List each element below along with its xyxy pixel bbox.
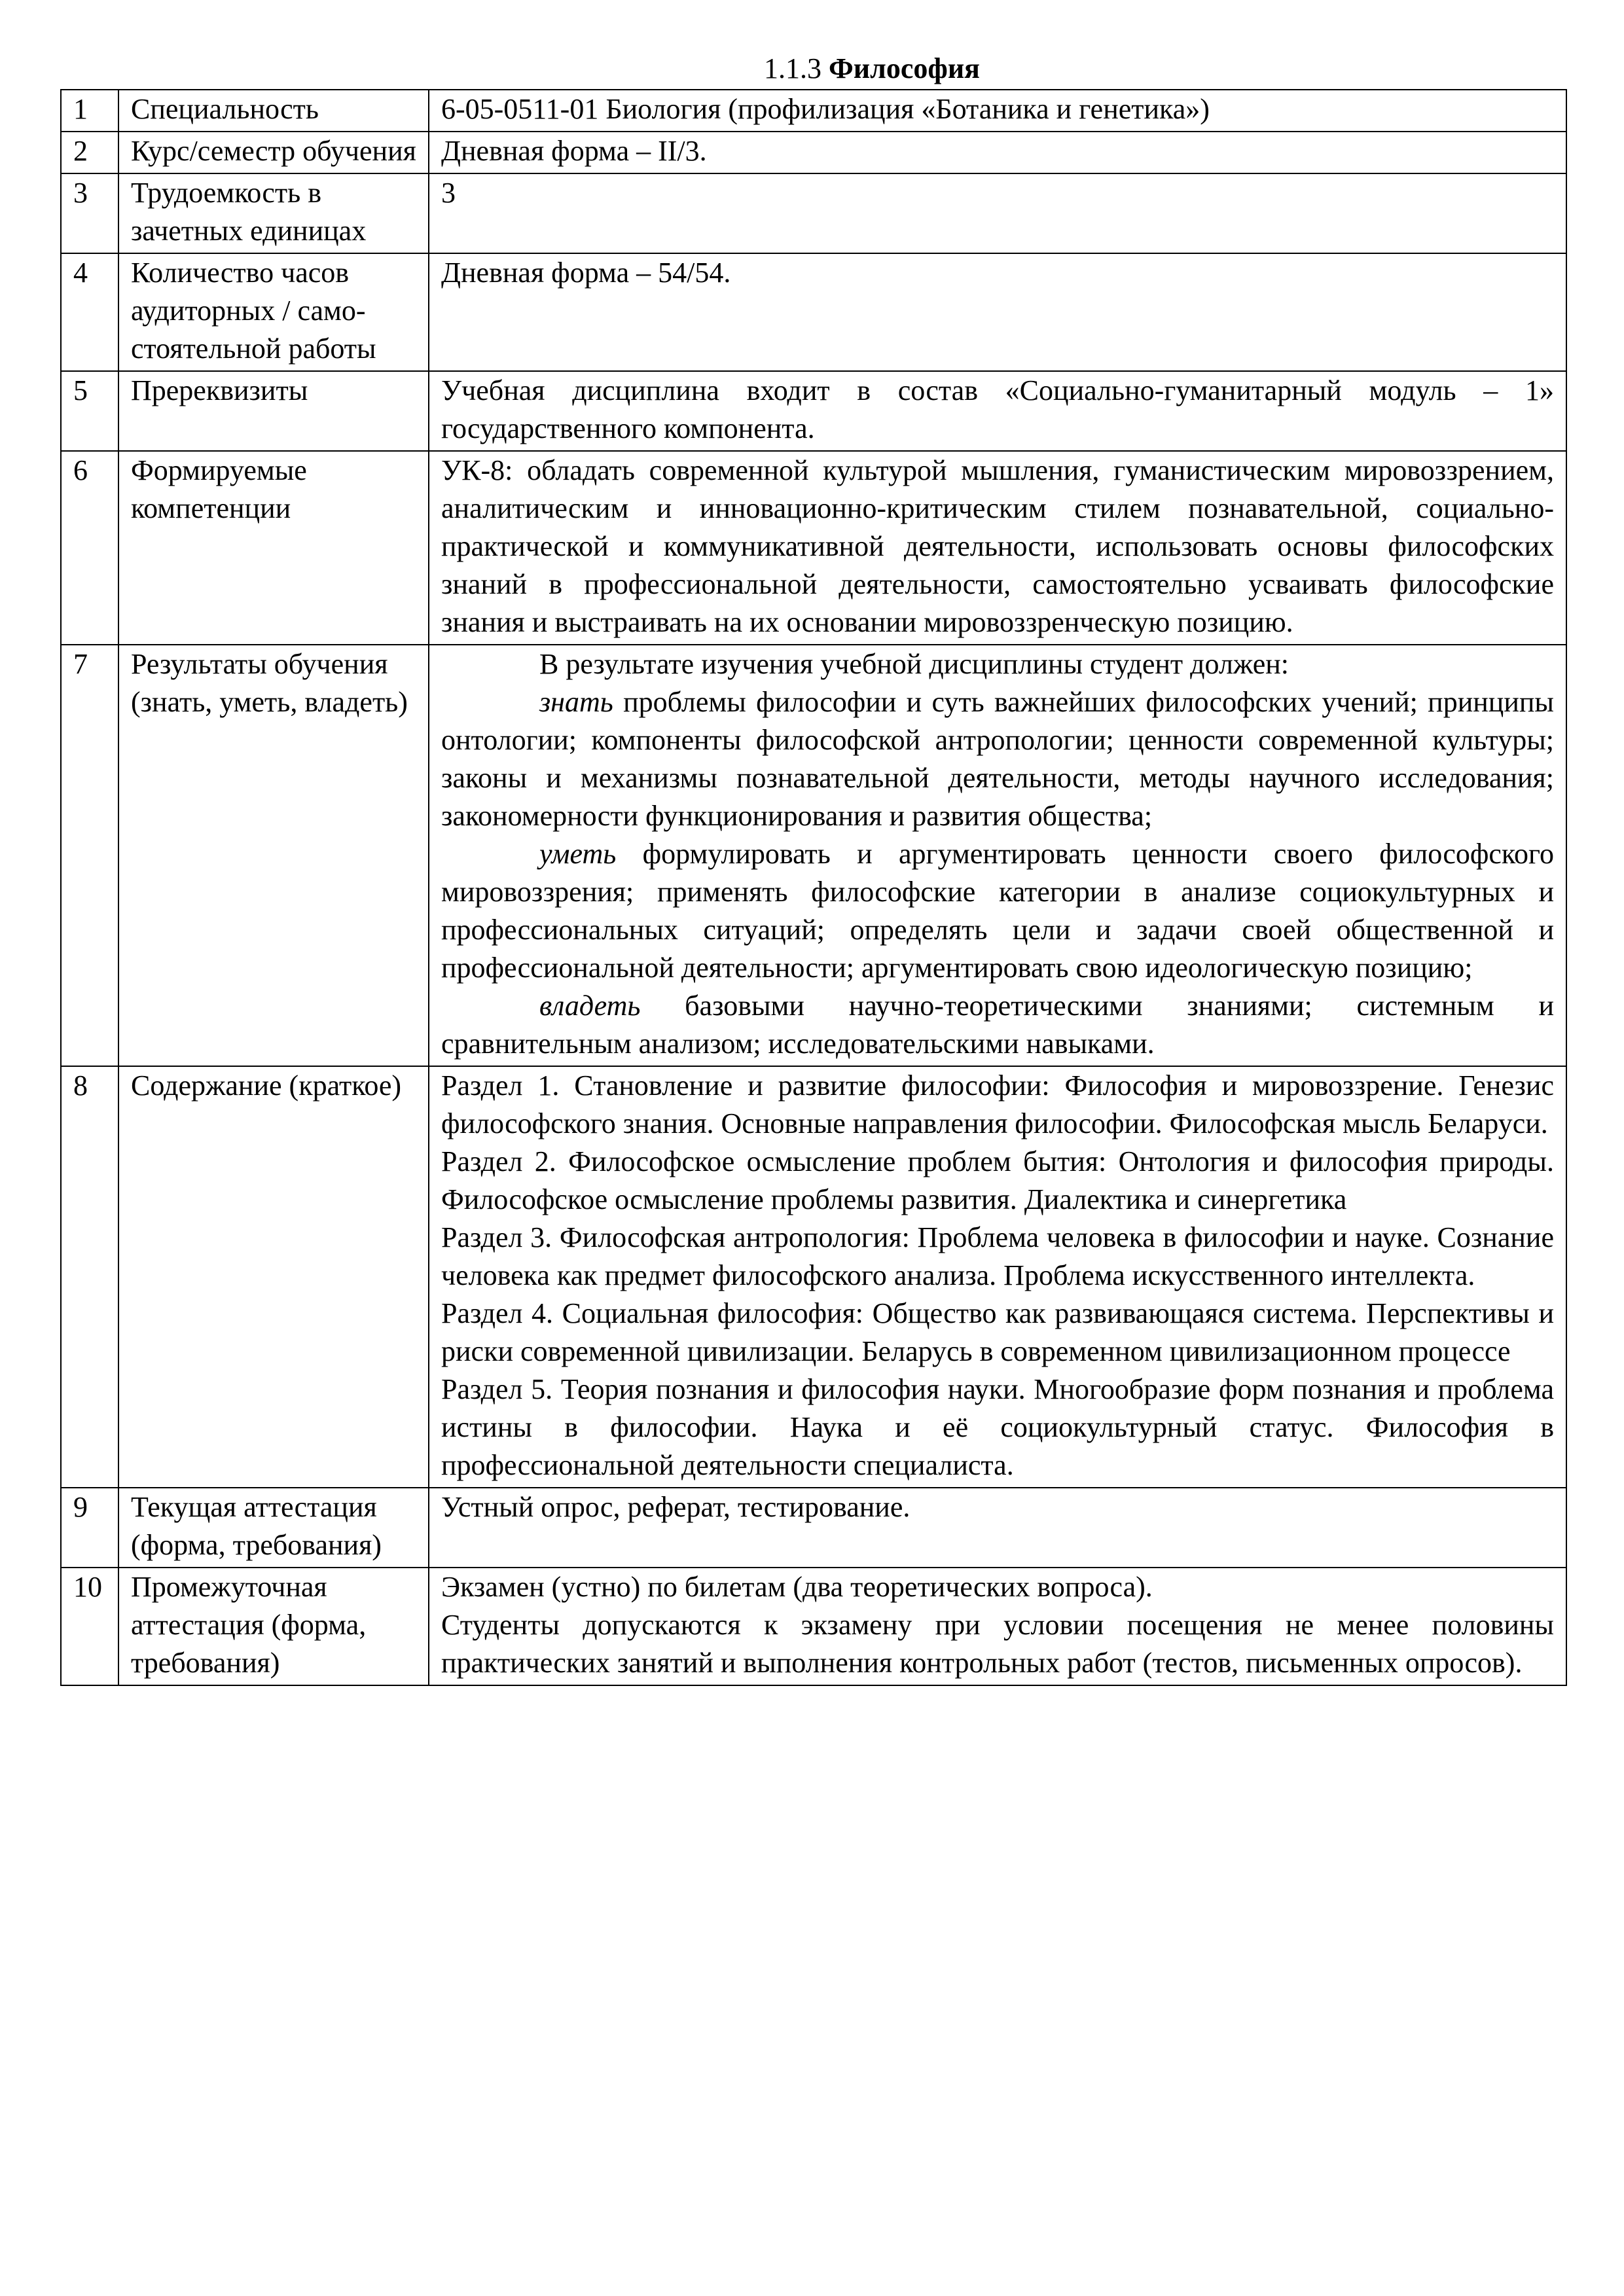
row-label: Содержание (краткое) [118,1066,429,1488]
row-number: 2 [61,132,118,173]
row-label: Формируемые компетенции [118,451,429,645]
table-row [61,132,1566,173]
know-keyword: знать [539,686,613,718]
row-label: Курс/семестр обучения [118,132,429,173]
row-label: Специальность [118,90,429,132]
row-number: 4 [61,253,118,371]
content-section: Раздел 3. Философская антропология: Проблема человека в философии и науке. Сознание человека как предмет философского анализа. Проблема искусственного интеллекта. [441,1221,1554,1291]
row-value: Дневная форма – 54/54. [429,253,1566,371]
can-keyword: уметь [539,838,617,870]
row-number: 10 [61,1568,118,1685]
table-row [61,173,1566,253]
row-number: 7 [61,645,118,1066]
title-name: Философия [829,52,980,84]
document-title [60,51,1566,89]
row-value: УК-8: обладать современной культурой мышления, гуманистическим мировоззрением, аналитическим и инновационно-критическим стилем познавательной, социально-практической и коммуникативной деятельности, использовать основы философских знаний в профессиональной деятельности, самостоятельно усваивать философские знания и выстраивать на их основании мировоззренческую позицию. [429,451,1566,645]
row-label: Пререквизиты [118,371,429,451]
course-description-table [60,89,1567,1686]
exam-admission: Студенты допускаются к экзамену при условии посещения не менее половины практических занятий и выполнения контрольных работ (тестов, письменных опросов). [441,1609,1554,1679]
content-cell [429,1066,1566,1488]
table-row [61,371,1566,451]
content-section: Раздел 2. Философское осмысление проблем бытия: Онтология и философия природы. Философское осмысление проблемы развития. Диалектика и синергетика [441,1145,1554,1215]
know-text: проблемы философии и суть важнейших философских учений; принципы онтологии; компоненты философской антропологии; ценности современной культуры; законы и механизмы познавательной деятельности, методы научного исследования; закономерности функционирования и развития общества; [441,686,1554,832]
row-label: Промежуточная аттестация (форма, требования) [118,1568,429,1685]
table-row [61,1066,1566,1488]
outcomes-can [441,835,1554,987]
row-value: 3 [429,173,1566,253]
outcomes-know [441,683,1554,835]
table-row [61,451,1566,645]
row-number: 5 [61,371,118,451]
row-number: 8 [61,1066,118,1488]
row-number: 9 [61,1488,118,1568]
row-label: Количество часов аудиторных / само-стоятельной работы [118,253,429,371]
content-section: Раздел 4. Социальная философия: Общество как развивающаяся система. Перспективы и риски современной цивилизации. Беларусь в современном цивилизационном процессе [441,1297,1554,1367]
exam-format: Экзамен (устно) по билетам (два теоретических вопроса). [441,1571,1153,1603]
content-section: Раздел 1. Становление и развитие философии: Философия и мировоззрение. Генезис философского знания. Основные направления философии. Философская мысль Беларуси. [441,1069,1554,1139]
own-keyword: владеть [539,990,641,1022]
outcomes-intro: В результате изучения учебной дисциплины студент должен: [539,648,1290,680]
row-number: 3 [61,173,118,253]
table-row [61,1488,1566,1568]
table-row [61,1568,1566,1685]
own-text: базовыми научно-теоретическими знаниями; системным и сравнительным анализом; исследовательскими навыками. [441,990,1554,1060]
row-number: 6 [61,451,118,645]
table-row [61,90,1566,132]
table-row [61,645,1566,1066]
row-value: 6-05-0511-01 Биология (профилизация «Ботаника и генетика») [429,90,1566,132]
outcomes-own [441,987,1554,1063]
can-text: формулировать и аргументировать ценности своего философского мировоззрения; применять философские категории в анализе социокультурных и профессиональных ситуаций; определять цели и задачи своей общественной и профессиональной деятельности; аргументировать свою идеологическую позицию; [441,838,1554,984]
learning-outcomes-cell [429,645,1566,1066]
row-label: Результаты обучения (знать, уметь, владеть) [118,645,429,1066]
title-number: 1.1.3 [764,52,822,84]
row-value: Дневная форма – II/3. [429,132,1566,173]
row-label: Трудоемкость в зачетных единицах [118,173,429,253]
row-value: Устный опрос, реферат, тестирование. [429,1488,1566,1568]
row-value: Учебная дисциплина входит в состав «Социально-гуманитарный модуль – 1» государственного компонента. [429,371,1566,451]
table-row [61,253,1566,371]
document-page [60,51,1566,1686]
row-number: 1 [61,90,118,132]
exam-cell [429,1568,1566,1685]
content-section: Раздел 5. Теория познания и философия науки. Многообразие форм познания и проблема истины в философии. Наука и её социокультурный статус. Философия в профессиональной деятельности специалиста. [441,1373,1554,1481]
row-label: Текущая аттестация (форма, требования) [118,1488,429,1568]
